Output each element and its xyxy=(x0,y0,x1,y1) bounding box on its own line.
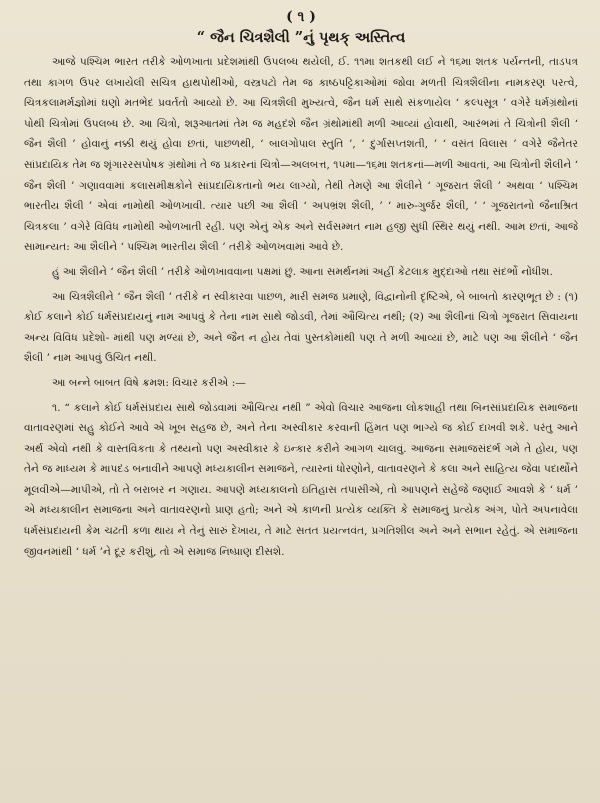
paragraph-intro: આજે પશ્ચિમ ભારત તરીકે ઓળખાતા પ્રદેશમાંથી ઉપલબ્ધ થયેલી, ઈ. ૧૧મા શતકથી લઈ ને ૧૬મા શતક પર્યન્તની, તાડપત્ર તથા કાગળ ઉપર લખાયેલી સચિત્ર હાથપોથીઓ, વસ્ત્રપટો તેમ જ કાષ્ઠપટ્ટિકાઓમાં જોવા મળતી ચિત્રશૈલીના નામકરણ પરત્વે, ચિત્રકલામર્મજ્ઞોમાં ઘણો મતભેદ પ્રવર્તતો આવ્યો છે. આ ચિત્રશૈલી મુખ્યત્વે, જૈન ધર્મ સાથે સંકળાયેલ ‘ કલ્પસૂત્ર ’ વગેરે ધર્મગ્રંથોનાં પોથી ચિત્રોમાં ઉપલબ્ધ છે. આ ચિત્રો, શરૂઆતમાં તેમ જ મહદંશે જૈન ગ્રંથોમાંથી મળી આવ્યાં હોવાથી, આરંભમાં તે ચિત્રોની શૈલી ‘ જૈન શૈલી ’ હોવાનું નક્કી થયું હોવા છતાં, પાછળથી, ‘ બાલગોપાલ સ્તુતિ ’, ‘ દુર્ગાસપ્તશતી, ’ ‘ વસંત વિલાસ ’ વગેરે જૈનેતર સાંપ્રદાયિક તેમ જ શૃંગારરસપોષક ગ્રંથોમાં તે જ પ્રકારનાં ચિત્રો—અલબત્ત, ૧૫મા—૧૬મા શતકનાં—મળી આવતાં, આ ચિત્રોની શૈલીને ‘ જૈન શૈલી ’ ગણાવવામાં કલાસમીક્ષકોને સાંપ્રદાયિકતાનો ભય લાગ્યો, તેથી તેમણે આ શૈલીને ‘ ગૂજરાત શૈલી ’ અથવા ‘ પશ્ચિમ ભારતીય શૈલી ’ એવાં નામોથી ઓળખાવી. ત્યાર પછી આ શૈલી ‘ અપભ્રંશ શૈલી, ’ ‘ મારુ-ગુર્જર શૈલી, ’ ‘ ગૂજરાતનો જૈનાશ્રિત ચિત્રકલા ’ વગેરે વિવિધ નામોથી ઓળખાતી રહી. પણ એનું એક અને સર્વસમ્મત નામ હજી સુધી સ્થિર થયું નથી. આમ છતાં, આજે સામાન્યત: આ શૈલીને ‘ પશ્ચિમ ભારતીય શૈલી ’ તરીકે ઓળખવામાં આવે છે. xyxy=(24,56,578,254)
chapter-title: “ જૈન ચિત્રશૈલી ”નું પૃથક્ અસ્તિત્વ xyxy=(196,29,406,46)
paragraph-point-one: ૧. “ કલાને કોઈ ધર્મસંપ્રદાય સાથે જોડવામાં ઔચિત્ય નથી ” એવો વિચાર આજના લોકશાહી તથા બિનસાંપ્રદાયિક સમાજના વાતાવરણમાં સહુ કોઈને આવે એ ખૂબ સહજ છે, અને તેના અસ્વીકાર કરવાની હિંમત પણ ભાગ્યે જ કોઈ દાખવી શકે. પરંતુ આને અર્થ એવો નથી કે વાસ્તવિકતા કે તથ્યનો પણ અસ્વીકાર કે ઇન્કાર કરીને આગળ ચાલવું. આજના સમાજસંદર્ભ ગમે તે હોય, પણ તેને જ માધ્યમ કે માપદંડ બનાવીને આપણે મધ્યકાલીન સમાજને, ત્યારનાં ધોરણોને, વાતાવરણને કે કલા અને સાહિત્ય જેવા પદાર્થોને મૂલવીએ—માપીએ, તો તે બરાબર ન ગણાય. આપણે મધ્યકાલનો ઇતિહાસ તપાસીએ, તો આપણને સહેજે જણાઈ આવશે કે ‘ ધર્મ ’ એ મધ્યકાલીન સમાજના અને વાતાવરણનો પ્રાણ હતો; અને એ કાળની પ્રત્યેક વ્યક્તિ કે સમાજનું પ્રત્યેક અંગ, પોતે અપનાવેલા ધર્મસંપ્રદાયની કેમ ચઢતી કળા થાય ને તેનું સારું દેખાય, તે માટે સતત પ્રયત્નવંત, પ્રગતિશીલ અને અને સભાન રહેતું. એ સમાજના જીવનમાંથી ‘ ધર્મ ’ને દૂર કરીશું, તો એ સમાજ નિષ્પ્રાણ દીસશે. xyxy=(24,401,578,558)
paragraph-consideration: આ બન્ને બાબત વિષે ક્રમશ: વિચાર કરીએ :— xyxy=(52,376,246,389)
paragraph-author-position: હું આ શૈલીને ‘ જૈન શૈલી ’ તરીકે ઓળખાવવાના પક્ષમાં છું. આના સમર્થનમાં અહીં કેટલાક મુદ્દાઓ તથા સંદર્ભો નોંધીશ. xyxy=(52,265,553,278)
paragraph-reasons: આ ચિત્રશૈલીને ‘ જૈન શૈલી ’ તરીકે ન સ્વીકારવા પાછળ, મારી સમજ પ્રમાણે, વિદ્વાનોની દૃષ્ટિએ, બે બાબતો કારણભૂત છે : (૧) કોઈ કલાને કોઈ ધર્મસંપ્રદાયનું નામ આપવું કે તેના નામ સાથે જોડવી, તેમાં ઔચિત્ય નથી; (૨) આ શૈલીનાં ચિત્રો ગૂજરાત સિવાયના અન્ય વિવિધ પ્રદેશો- માંથી પણ મળ્યાં છે, અને જૈન ન હોય તેવાં પુસ્તકોમાંથી પણ તે મળી આવ્યાં છે, માટે પણ આ શૈલીને ‘ જૈન શૈલી ’ નામ આપવું ઉચિત નથી. xyxy=(24,290,578,365)
page-number: ( ૧ ) xyxy=(286,9,316,25)
